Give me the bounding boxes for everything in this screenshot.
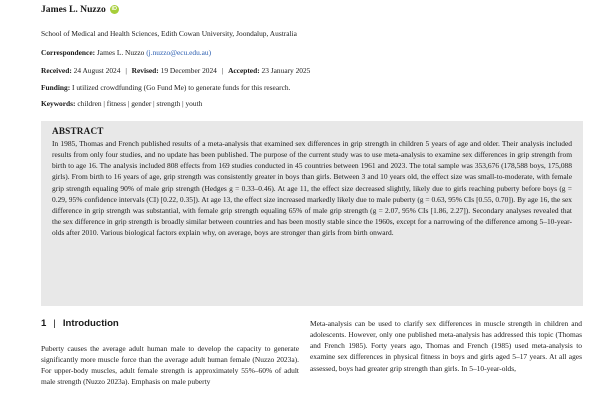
funding-line [41,83,290,92]
keywords-label: Keywords: [41,99,76,108]
intro-left-column: Puberty causes the average adult human male to develop the capacity to generate significantly more muscle force than the average adult human female (Nuzzo 2023a). For upper-body muscles, adult female strength is approximately 55%–60% of adult male strength (Nuzzo 2023a). Emphasis on male puberty [41,344,299,387]
abstract-box [41,121,583,306]
keywords-text: children | fitness | gender | strength | youth [77,99,203,108]
correspondence-label: Correspondence: [41,48,96,57]
revised-date: 19 December 2024 [160,66,217,75]
dates-line [41,66,310,75]
abstract-title: ABSTRACT [52,126,104,136]
section-bar: | [53,318,56,329]
section-heading [41,318,119,329]
section-number: 1 [41,318,47,329]
accepted-label: Accepted: [228,66,260,75]
dates-separator: | [125,66,127,75]
correspondence-name: James L. Nuzzo [96,48,145,57]
section-title: Introduction [62,318,119,329]
revised-label: Revised: [131,66,159,75]
intro-right-column: Meta-analysis can be used to clarify sex differences in muscle strength in children and adolescents. However, only one published meta-analysis has addressed this topic (Thomas and French 1985). Forty years ago, Thomas and French (1985) used meta-analysis to examine sex differences in physical fitness in boys and girls aged 5–17 years. At all ages assessed, boys had greater grip strength than girls. In 5–10-year-olds, [310,319,582,373]
correspondence-line [41,48,211,57]
accepted-date: 23 January 2025 [261,66,311,75]
abstract-text: In 1985, Thomas and French published results of a meta-analysis that examined sex differences in grip strength in children 5 years of age and older. Their analysis included results from only four studies, and no update has been published. The purpose of the current study was to use meta-analysis to examine sex differences in grip strength from birth to age 16. The analysis included 808 effects from 169 studies conducted in 45 countries between 1961 and 2023. The total sample was 353,676 (178,588 boys, 175,088 girls). From birth to 16 years of age, grip strength was consistently greater in boys than girls. Between 3 and 10 years old, the effect size was small-to-moderate, with female grip strength equaling 90% of male grip strength (Hedges g = 0.33–0.46). At age 11, the effect size decreased slightly, likely due to girls reaching puberty before boys (g = 0.29, 95% confidence intervals (CI) [0.22, 0.35]). At age 13, the effect size increased markedly likely due to male puberty (g = 0.63, 95% CIs [0.55, 0.70]). By age 16, the sex difference in grip strength was substantial, with female grip strength equaling 65% of male grip strength (g = 2.07, 95% CIs [1.86, 2.27]). Secondary analyses revealed that the sex difference in grip strength is broadly similar between countries and has been mostly stable since the 1960s, except for a narrowing of the difference among 5–10-year-olds after 2010. Various biological factors explain why, on average, boys are stronger than girls from birth onward. [52,139,572,238]
correspondence-email-link[interactable]: (j.nuzzo@ecu.edu.au) [146,48,212,57]
orcid-icon[interactable]: iD [111,6,117,12]
keywords-line [41,99,202,108]
author-name: James L. Nuzzo [41,4,106,15]
received-label: Received: [41,66,72,75]
funding-label: Funding: [41,83,71,92]
dates-separator: | [221,66,224,75]
affiliation: School of Medical and Health Sciences, Edith Cowan University, Joondalup, Australia [41,29,297,38]
received-date: 24 August 2024 [73,66,121,75]
author-line [41,4,119,15]
funding-text: I utilized crowdfunding (Go Fund Me) to generate funds for this research. [72,83,291,92]
